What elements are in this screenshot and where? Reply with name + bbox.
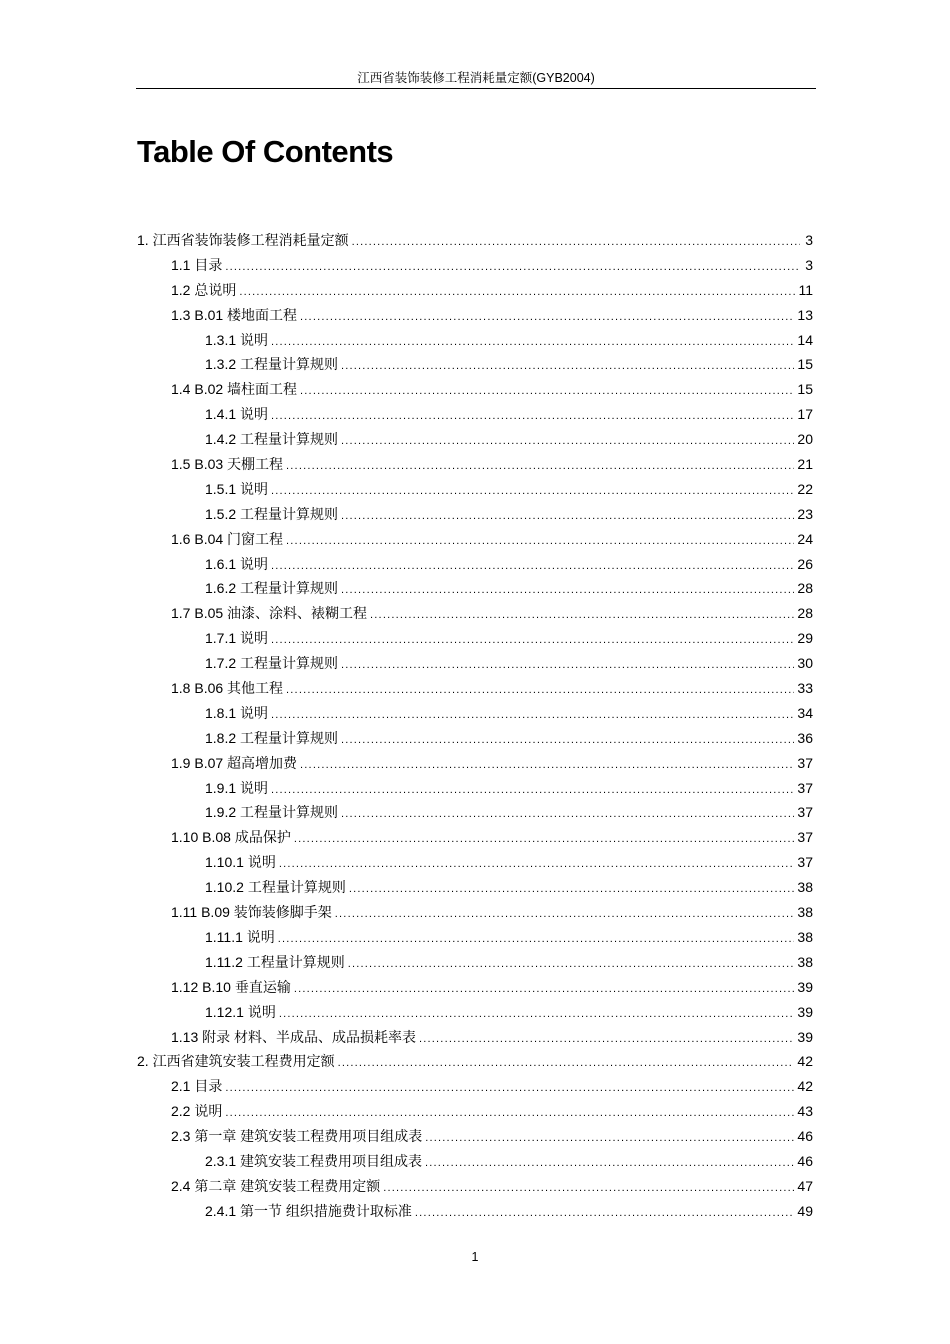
dot-leader: [341, 578, 794, 603]
toc-entry-title[interactable]: 1.11 B.09 装饰装修脚手架: [171, 904, 332, 921]
dot-leader: [425, 1126, 794, 1151]
table-of-contents: [137, 228, 813, 1224]
toc-entry-title[interactable]: 1.9.1 说明: [205, 779, 269, 796]
dot-leader: [286, 529, 794, 554]
toc-entry-page[interactable]: 38: [797, 904, 813, 921]
toc-entry-title[interactable]: 1.3.2 工程量计算规则: [205, 356, 339, 373]
toc-entry[interactable]: [137, 278, 813, 303]
toc-entry-title[interactable]: 1.5 B.03 天棚工程: [171, 456, 284, 473]
toc-entry-page[interactable]: 38: [797, 879, 813, 896]
toc-entry-page[interactable]: 42: [797, 1078, 813, 1095]
toc-entry[interactable]: [137, 1099, 813, 1124]
toc-entry[interactable]: [137, 1049, 813, 1074]
toc-entry-title[interactable]: 1.5.1 说明: [205, 480, 269, 497]
toc-entry[interactable]: [137, 751, 813, 776]
dot-leader: [225, 1076, 794, 1101]
toc-entry-page[interactable]: 46: [797, 1152, 813, 1169]
dot-leader: [338, 1051, 795, 1076]
toc-entry-title[interactable]: 1.12.1 说明: [205, 1003, 276, 1020]
toc-entry-page[interactable]: 30: [797, 655, 813, 672]
toc-entry-page[interactable]: 26: [797, 555, 813, 572]
toc-entry-title[interactable]: 1.10.1 说明: [205, 854, 276, 871]
toc-entry-page[interactable]: 37: [797, 854, 813, 871]
dot-leader: [341, 504, 794, 529]
toc-entry-title[interactable]: 1.4 B.02 墙柱面工程: [171, 381, 298, 398]
toc-entry-title[interactable]: 1.2 总说明: [171, 281, 237, 298]
toc-entry[interactable]: [137, 1000, 813, 1025]
toc-entry-page[interactable]: 3: [805, 232, 813, 248]
toc-entry-title[interactable]: 2.4.1 第一节 组织措施费计取标准: [205, 1202, 412, 1219]
toc-entry[interactable]: [137, 253, 813, 278]
toc-entry-title[interactable]: 1.7 B.05 油漆、涂料、裱糊工程: [171, 605, 368, 622]
toc-entry-page[interactable]: 36: [797, 729, 813, 746]
toc-entry-page[interactable]: 43: [797, 1103, 813, 1120]
toc-entry-title[interactable]: 1.9 B.07 超高增加费: [171, 754, 298, 771]
toc-entry-page[interactable]: 37: [797, 779, 813, 796]
dot-leader: [271, 778, 794, 803]
toc-entry[interactable]: [137, 1074, 813, 1099]
dot-leader: [271, 703, 794, 728]
toc-entry-title[interactable]: 1.7.2 工程量计算规则: [205, 655, 339, 672]
toc-entry[interactable]: [137, 527, 813, 552]
toc-entry-title[interactable]: 1.1 目录: [171, 256, 223, 273]
toc-entry-page[interactable]: 38: [797, 953, 813, 970]
toc-entry-title[interactable]: 1.3.1 说明: [205, 331, 269, 348]
toc-entry-title[interactable]: 1.7.1 说明: [205, 630, 269, 647]
toc-entry[interactable]: [137, 1025, 813, 1050]
dot-leader: [286, 454, 794, 479]
toc-entry-title[interactable]: 1.6 B.04 门窗工程: [171, 530, 284, 547]
toc-entry[interactable]: [137, 452, 813, 477]
toc-entry-page[interactable]: 21: [797, 456, 813, 473]
toc-entry[interactable]: [137, 800, 813, 825]
toc-entry-title[interactable]: 1.10 B.08 成品保护: [171, 829, 291, 846]
toc-entry[interactable]: [137, 228, 813, 253]
page-number: 1: [471, 1250, 479, 1264]
dot-leader: [300, 379, 794, 404]
dot-leader: [341, 802, 794, 827]
toc-entry-title[interactable]: 1.11.2 工程量计算规则: [205, 953, 345, 970]
toc-entry-title[interactable]: 1.5.2 工程量计算规则: [205, 505, 339, 522]
dot-leader: [271, 404, 794, 429]
toc-entry-page[interactable]: 24: [797, 530, 813, 547]
dot-leader: [341, 653, 794, 678]
toc-entry[interactable]: [137, 626, 813, 651]
toc-entry[interactable]: [137, 502, 813, 527]
toc-entry-title[interactable]: 1.4.1 说明: [205, 406, 269, 423]
page-title: Table Of Contents: [137, 134, 394, 169]
toc-entry[interactable]: [137, 1149, 813, 1174]
dot-leader: [335, 902, 795, 927]
toc-entry[interactable]: [137, 950, 813, 975]
toc-entry-title[interactable]: 2.2 说明: [171, 1103, 223, 1120]
toc-entry[interactable]: [137, 651, 813, 676]
dot-leader: [271, 479, 794, 504]
dot-leader: [341, 728, 794, 753]
toc-entry-page[interactable]: 39: [797, 1003, 813, 1020]
toc-entry-title[interactable]: 1.10.2 工程量计算规则: [205, 879, 346, 896]
dot-leader: [279, 852, 795, 877]
toc-entry-page[interactable]: 14: [797, 331, 813, 348]
dot-leader: [352, 230, 800, 255]
toc-entry-page[interactable]: 23: [797, 505, 813, 522]
toc-entry[interactable]: [137, 701, 813, 726]
toc-entry-page[interactable]: 22: [797, 480, 813, 497]
dot-leader: [415, 1201, 795, 1226]
toc-entry-page[interactable]: 49: [797, 1202, 813, 1219]
toc-entry[interactable]: [137, 427, 813, 452]
toc-entry[interactable]: [137, 303, 813, 328]
toc-entry-page[interactable]: 20: [797, 431, 813, 448]
toc-entry-page[interactable]: 13: [797, 306, 813, 323]
dot-leader: [425, 1151, 794, 1176]
dot-leader: [341, 429, 794, 454]
toc-entry[interactable]: [137, 352, 813, 377]
dot-leader: [341, 354, 794, 379]
toc-entry[interactable]: [137, 726, 813, 751]
toc-entry[interactable]: [137, 825, 813, 850]
dot-leader: [300, 305, 794, 330]
toc-entry-page[interactable]: 39: [797, 1028, 813, 1045]
dot-leader: [383, 1176, 794, 1201]
toc-entry-page[interactable]: 38: [797, 928, 813, 945]
toc-entry[interactable]: [137, 875, 813, 900]
toc-entry-page[interactable]: 37: [797, 754, 813, 771]
toc-entry[interactable]: [137, 975, 813, 1000]
toc-entry[interactable]: [137, 776, 813, 801]
toc-entry[interactable]: [137, 1174, 813, 1199]
dot-leader: [348, 952, 795, 977]
toc-entry-title[interactable]: 2.3.1 建筑安装工程费用项目组成表: [205, 1152, 423, 1169]
toc-entry-title[interactable]: 1.9.2 工程量计算规则: [205, 804, 339, 821]
toc-entry-title[interactable]: 1.6.1 说明: [205, 555, 269, 572]
toc-entry-title[interactable]: 1.11.1 说明: [205, 928, 275, 945]
toc-entry[interactable]: [137, 850, 813, 875]
dot-leader: [239, 280, 795, 305]
toc-entry[interactable]: [137, 477, 813, 502]
toc-entry-title[interactable]: 2.1 目录: [171, 1078, 223, 1095]
toc-entry[interactable]: [137, 402, 813, 427]
toc-entry[interactable]: [137, 925, 813, 950]
toc-entry-page[interactable]: 17: [797, 406, 813, 423]
dot-leader: [271, 554, 794, 579]
toc-entry-title[interactable]: 2.3 第一章 建筑安装工程费用项目组成表: [171, 1128, 423, 1145]
toc-entry-page[interactable]: 46: [797, 1128, 813, 1145]
toc-entry-page[interactable]: 29: [797, 630, 813, 647]
toc-entry-title[interactable]: 1. 江西省装饰装修工程消耗量定额: [137, 232, 349, 248]
toc-entry-page[interactable]: 28: [797, 580, 813, 597]
toc-entry-page[interactable]: 47: [797, 1177, 813, 1194]
toc-entry[interactable]: [137, 552, 813, 577]
dot-leader: [300, 753, 794, 778]
dot-leader: [370, 603, 794, 628]
toc-entry-title[interactable]: 2.4 第二章 建筑安装工程费用定额: [171, 1177, 381, 1194]
toc-entry-title[interactable]: 1.12 B.10 垂直运输: [171, 978, 291, 995]
toc-entry-title[interactable]: 1.8.1 说明: [205, 704, 269, 721]
toc-entry[interactable]: [137, 576, 813, 601]
dot-leader: [294, 977, 795, 1002]
toc-entry[interactable]: [137, 900, 813, 925]
toc-entry-page[interactable]: 42: [797, 1053, 813, 1070]
toc-entry-page[interactable]: 37: [797, 829, 813, 846]
toc-entry-title[interactable]: 1.8 B.06 其他工程: [171, 680, 284, 697]
toc-entry[interactable]: [137, 377, 813, 402]
toc-entry-page[interactable]: 15: [797, 381, 813, 398]
toc-entry-title[interactable]: 2. 江西省建筑安装工程费用定额: [137, 1053, 335, 1070]
toc-entry[interactable]: [137, 1199, 813, 1224]
dot-leader: [271, 628, 794, 653]
toc-entry[interactable]: [137, 601, 813, 626]
toc-entry-page[interactable]: 34: [797, 704, 813, 721]
dot-leader: [278, 927, 795, 952]
toc-entry-page[interactable]: 37: [797, 804, 813, 821]
toc-entry-title[interactable]: 1.4.2 工程量计算规则: [205, 431, 339, 448]
toc-entry-page[interactable]: 28: [797, 605, 813, 622]
toc-entry-page[interactable]: 33: [797, 680, 813, 697]
toc-entry-title[interactable]: 1.3 B.01 楼地面工程: [171, 306, 298, 323]
header-rule: [136, 88, 816, 89]
dot-leader: [419, 1027, 794, 1052]
dot-leader: [294, 827, 795, 852]
toc-entry[interactable]: [137, 676, 813, 701]
dot-leader: [349, 877, 795, 902]
toc-entry-page[interactable]: 11: [798, 281, 813, 298]
toc-entry-title[interactable]: 1.6.2 工程量计算规则: [205, 580, 339, 597]
toc-entry-page[interactable]: 39: [797, 978, 813, 995]
toc-entry-title[interactable]: 1.13 附录 材料、半成品、成品损耗率表: [171, 1028, 417, 1045]
toc-entry[interactable]: [137, 1124, 813, 1149]
dot-leader: [225, 255, 800, 280]
dot-leader: [225, 1101, 794, 1126]
page-header: 江西省装饰装修工程消耗量定额(GYB2004): [357, 71, 595, 85]
toc-entry[interactable]: [137, 328, 813, 353]
dot-leader: [286, 678, 794, 703]
dot-leader: [279, 1002, 795, 1027]
toc-entry-title[interactable]: 1.8.2 工程量计算规则: [205, 729, 339, 746]
toc-entry-page[interactable]: 3: [805, 256, 813, 273]
dot-leader: [271, 330, 794, 355]
toc-entry-page[interactable]: 15: [797, 356, 813, 373]
